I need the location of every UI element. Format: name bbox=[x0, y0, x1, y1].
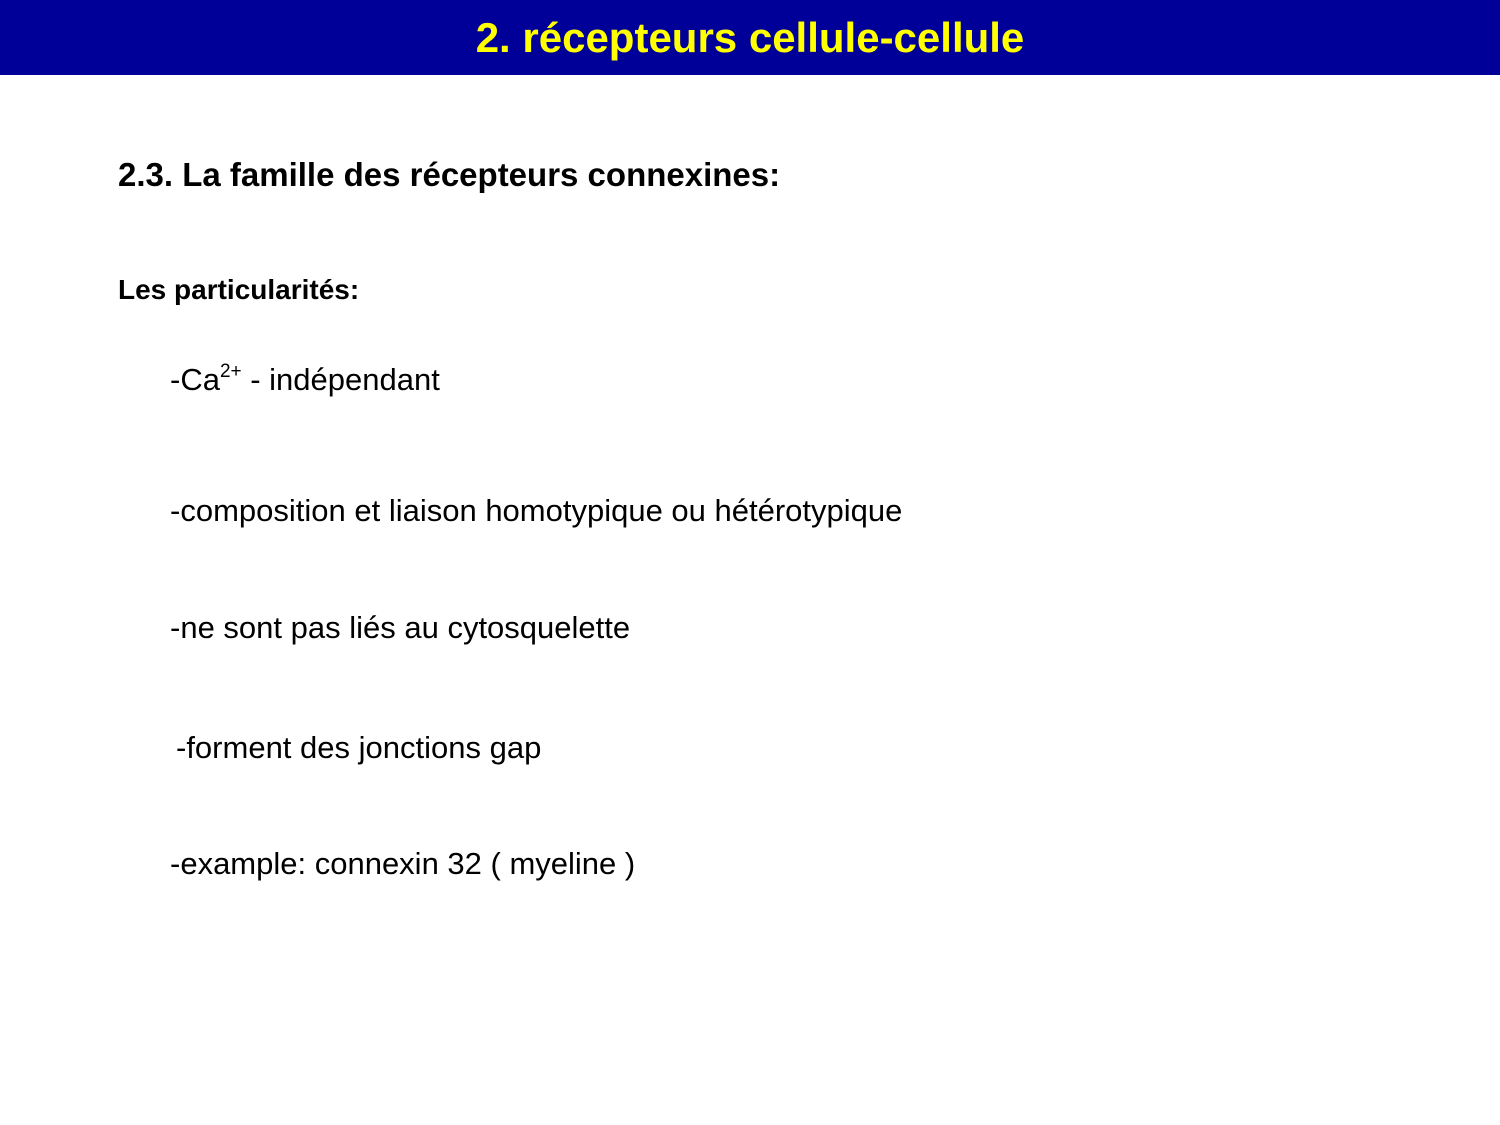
title-bar bbox=[0, 0, 1500, 75]
list-item-suffix: - indépendant bbox=[241, 362, 440, 397]
list-item-cytoskeleton: -ne sont pas liés au cytosquelette bbox=[170, 610, 631, 645]
list-item-example: -example: connexin 32 ( myeline ) bbox=[170, 846, 636, 881]
list-item-gap-junctions: -forment des jonctions gap bbox=[176, 730, 542, 765]
list-item-calcium bbox=[170, 361, 440, 397]
subheading: Les particularités: bbox=[118, 274, 360, 305]
section-heading: 2.3. La famille des récepteurs connexines: bbox=[118, 156, 781, 193]
list-item-composition: -composition et liaison homotypique ou hétérotypique bbox=[170, 493, 903, 528]
superscript-charge: 2+ bbox=[219, 361, 242, 382]
list-item-prefix: -Ca bbox=[170, 362, 220, 397]
slide-title: 2. récepteurs cellule-cellule bbox=[475, 13, 1025, 61]
